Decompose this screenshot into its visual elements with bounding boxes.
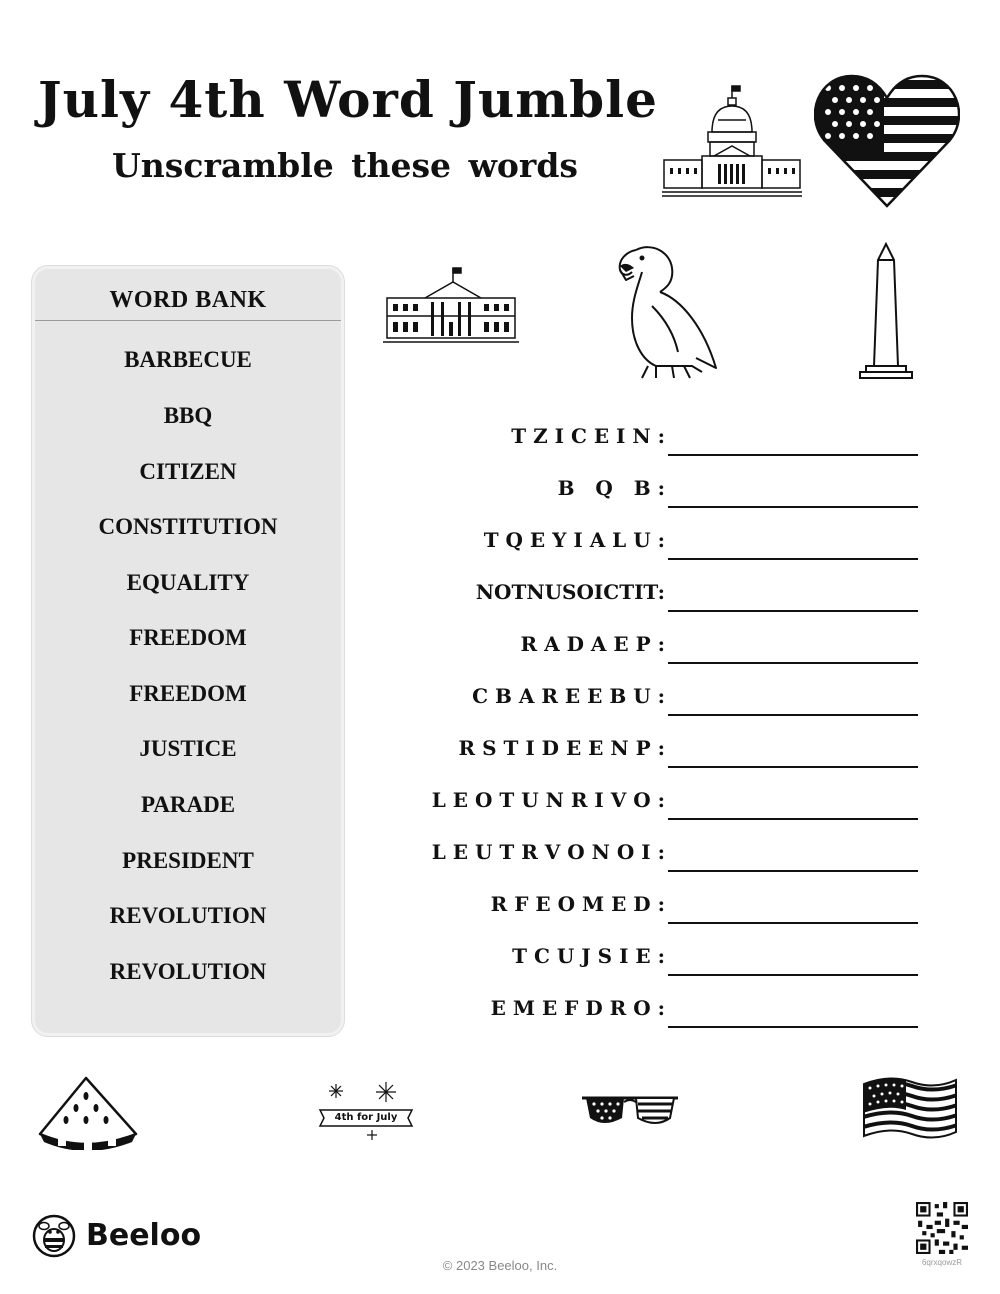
jumble-row (400, 476, 920, 526)
jumble-letters: E M E F D R O : (490, 996, 665, 1020)
answer-line[interactable] (668, 818, 918, 820)
word-bank-panel (32, 266, 344, 1036)
jumble-letters: L E U T R V O N O I : (431, 840, 665, 864)
jumble-row (400, 684, 920, 734)
word-bank-item: PARADE (140, 792, 236, 817)
answer-line[interactable] (668, 610, 918, 612)
jumble-letters: R F E O M E D : (490, 892, 665, 916)
star-sunglasses-icon (580, 1092, 680, 1132)
page-title: July 4th Word Jumble (38, 70, 658, 129)
page-subtitle: Unscramble these words (112, 146, 578, 185)
copyright-text: © 2023 Beeloo, Inc. (442, 1258, 558, 1273)
word-bank-item: REVOLUTION (109, 959, 267, 984)
jumble-row (400, 528, 920, 578)
answer-line[interactable] (668, 714, 918, 716)
jumble-row (400, 736, 920, 786)
qr-code-icon[interactable] (916, 1202, 968, 1254)
jumble-letters: C B A R E E B U : (472, 684, 665, 708)
badge-text: 4th for July (334, 1112, 398, 1123)
answer-line[interactable] (668, 1026, 918, 1028)
fireworks-badge-icon (314, 1080, 418, 1142)
word-bank-divider (35, 320, 341, 321)
washington-monument-icon (856, 242, 916, 382)
word-bank-item: EQUALITY (126, 570, 250, 595)
jumble-letters: NOTNUSOICTIT: (475, 580, 665, 604)
jumble-letters: T Z I C E I N : (511, 424, 665, 448)
white-house-icon (383, 266, 519, 346)
jumble-row (400, 424, 920, 474)
answer-line[interactable] (668, 766, 918, 768)
jumble-letters: B Q B : (557, 476, 665, 500)
flag-heart-icon (814, 70, 960, 212)
brand-name: Beeloo (86, 1218, 202, 1253)
word-bank-item: BBQ (163, 403, 213, 428)
answer-line[interactable] (668, 558, 918, 560)
answer-line[interactable] (668, 454, 918, 456)
word-bank-item: FREEDOM (129, 681, 247, 706)
qr-id-text: 6qrxqowzR (921, 1258, 962, 1267)
answer-line[interactable] (668, 506, 918, 508)
jumble-letters: L E O T U N R I V O : (431, 788, 665, 812)
jumble-row (400, 840, 920, 890)
eagle-icon (612, 242, 724, 382)
american-flag-icon (860, 1074, 960, 1150)
capitol-building-icon (662, 84, 802, 200)
jumble-letters: T C U J S I E : (512, 944, 665, 968)
word-bank-item: PRESIDENT (122, 848, 254, 873)
answer-line[interactable] (668, 922, 918, 924)
word-bank-item: REVOLUTION (109, 903, 267, 928)
word-bank-item: CITIZEN (139, 459, 237, 484)
jumble-row (400, 632, 920, 682)
watermelon-icon (36, 1074, 140, 1150)
word-bank-title: WORD BANK (109, 287, 267, 313)
answer-line[interactable] (668, 974, 918, 976)
word-bank-item: JUSTICE (139, 736, 237, 761)
jumble-letters: R S T I D E E N P : (458, 736, 665, 760)
word-bank-item: CONSTITUTION (98, 514, 278, 539)
jumble-letters: R A D A E P : (520, 632, 665, 656)
jumble-row (400, 892, 920, 942)
jumble-letters: T Q E Y I A L U : (483, 528, 665, 552)
jumble-row (400, 580, 920, 630)
answer-line[interactable] (668, 662, 918, 664)
answer-line[interactable] (668, 870, 918, 872)
word-bank-item: BARBECUE (124, 347, 252, 372)
word-bank-item: FREEDOM (129, 625, 247, 650)
bee-logo-icon (32, 1214, 76, 1258)
jumble-row (400, 944, 920, 994)
jumble-row (400, 996, 920, 1046)
jumble-row (400, 788, 920, 838)
